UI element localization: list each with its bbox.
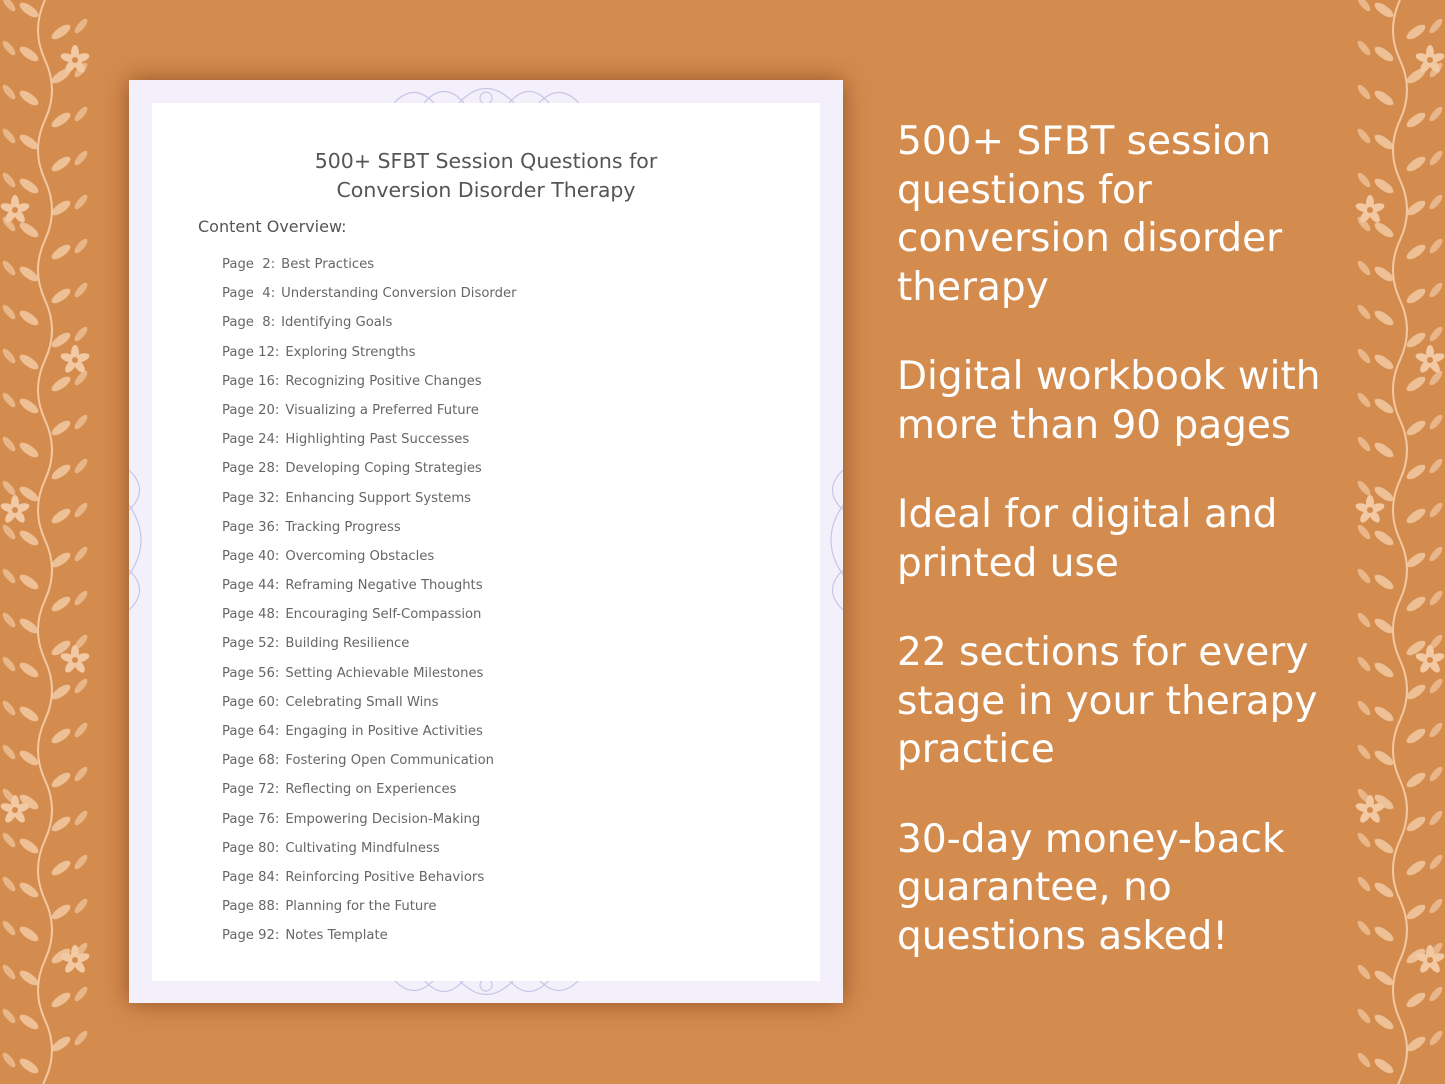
toc-item xyxy=(222,250,517,279)
toc-page-number: Page 40: xyxy=(222,548,280,564)
toc-section-title: Developing Coping Strategies xyxy=(285,461,482,477)
toc-page-number: Page 2: xyxy=(222,257,276,272)
toc-section-title: Planning for the Future xyxy=(285,899,437,915)
feature-item: Ideal for digital and printed use xyxy=(897,492,1278,586)
toc-section-title: Cultivating Mindfulness xyxy=(285,840,440,856)
toc-page-number: Page 24: xyxy=(222,432,280,448)
toc-section-title: Understanding Conversion Disorder xyxy=(281,286,517,302)
toc-section-title: Exploring Strengths xyxy=(285,344,416,360)
feature-item: 30-day money-back guarantee, no questions asked! xyxy=(897,816,1285,959)
toc-section-title: Identifying Goals xyxy=(281,315,393,331)
toc-section-title: Visualizing a Preferred Future xyxy=(285,402,479,418)
toc-page-number: Page 80: xyxy=(222,840,280,856)
toc-page-number: Page 68: xyxy=(222,753,280,769)
toc-item xyxy=(222,659,517,688)
toc-page-number: Page 52: xyxy=(222,636,280,652)
toc-section-title: Notes Template xyxy=(285,928,388,944)
toc-section-title: Empowering Decision-Making xyxy=(285,811,481,827)
toc-item xyxy=(222,542,517,571)
toc-item xyxy=(222,775,517,804)
toc-item xyxy=(222,425,517,454)
toc-section-title: Engaging in Positive Activities xyxy=(285,724,483,739)
toc-item xyxy=(222,396,517,425)
toc-page-number: Page 72: xyxy=(222,782,280,798)
toc-page-number: Page 32: xyxy=(222,490,280,506)
toc-section-title: Reflecting on Experiences xyxy=(285,782,457,798)
workbook-page-content xyxy=(152,103,820,981)
floral-vine-left xyxy=(0,0,125,1084)
toc-page-number: Page 44: xyxy=(222,578,280,594)
toc-item xyxy=(222,629,517,658)
toc-section-title: Encouraging Self-Compassion xyxy=(285,607,482,623)
feature-list xyxy=(897,118,1342,1002)
workbook-title-line2: Conversion Disorder Therapy xyxy=(336,178,636,202)
toc-item xyxy=(222,308,517,337)
toc-item xyxy=(222,717,517,746)
toc-section-title: Reinforcing Positive Behaviors xyxy=(285,869,485,885)
mandala-ornament xyxy=(820,460,843,620)
toc-page-number: Page 92: xyxy=(222,928,280,944)
toc-page-number: Page 60: xyxy=(222,694,280,710)
workbook-title xyxy=(152,147,820,205)
toc-section-title: Enhancing Support Systems xyxy=(285,490,472,506)
workbook-page-preview xyxy=(129,80,843,1003)
toc-item xyxy=(222,279,517,308)
toc-page-number: Page 84: xyxy=(222,869,280,885)
toc-item xyxy=(222,513,517,542)
toc-item xyxy=(222,688,517,717)
table-of-contents xyxy=(222,250,517,951)
toc-item xyxy=(222,805,517,834)
toc-page-number: Page 76: xyxy=(222,811,280,827)
toc-item xyxy=(222,746,517,775)
toc-page-number: Page 16: xyxy=(222,373,280,389)
toc-item xyxy=(222,454,517,483)
toc-page-number: Page 8: xyxy=(222,315,276,331)
mandala-ornament xyxy=(384,80,589,103)
toc-page-number: Page 88: xyxy=(222,899,280,915)
toc-section-title: Highlighting Past Successes xyxy=(285,432,470,448)
toc-item xyxy=(222,863,517,892)
toc-section-title: Best Practices xyxy=(281,257,375,272)
toc-page-number: Page 64: xyxy=(222,724,280,739)
toc-page-number: Page 28: xyxy=(222,461,280,477)
toc-section-title: Overcoming Obstacles xyxy=(285,548,435,564)
toc-section-title: Setting Achievable Milestones xyxy=(285,665,484,681)
toc-item xyxy=(222,834,517,863)
feature-item: 22 sections for every stage in your therapy practice xyxy=(897,630,1318,772)
toc-item xyxy=(222,484,517,513)
toc-item xyxy=(222,892,517,921)
mandala-ornament xyxy=(129,460,152,620)
toc-section-title: Reframing Negative Thoughts xyxy=(285,578,483,594)
toc-section-title: Fostering Open Communication xyxy=(285,753,495,769)
toc-item xyxy=(222,338,517,367)
mandala-ornament xyxy=(384,980,589,1003)
toc-section-title: Recognizing Positive Changes xyxy=(285,373,482,389)
feature-item: 500+ SFBT session questions for conversion disorder therapy xyxy=(897,119,1283,310)
toc-page-number: Page 12: xyxy=(222,344,280,360)
toc-item xyxy=(222,367,517,396)
feature-item: Digital workbook with more than 90 pages xyxy=(897,354,1321,448)
toc-section-title: Tracking Progress xyxy=(285,519,401,535)
content-overview-label: Content Overview: xyxy=(198,217,347,236)
toc-page-number: Page 48: xyxy=(222,607,280,623)
toc-item xyxy=(222,600,517,629)
toc-item xyxy=(222,921,517,950)
toc-item xyxy=(222,571,517,600)
toc-page-number: Page 36: xyxy=(222,519,280,535)
toc-section-title: Celebrating Small Wins xyxy=(285,694,439,710)
workbook-title-line1: 500+ SFBT Session Questions for xyxy=(314,149,658,173)
toc-page-number: Page 20: xyxy=(222,402,280,418)
toc-page-number: Page 56: xyxy=(222,665,280,681)
toc-page-number: Page 4: xyxy=(222,286,276,302)
toc-section-title: Building Resilience xyxy=(285,636,410,652)
